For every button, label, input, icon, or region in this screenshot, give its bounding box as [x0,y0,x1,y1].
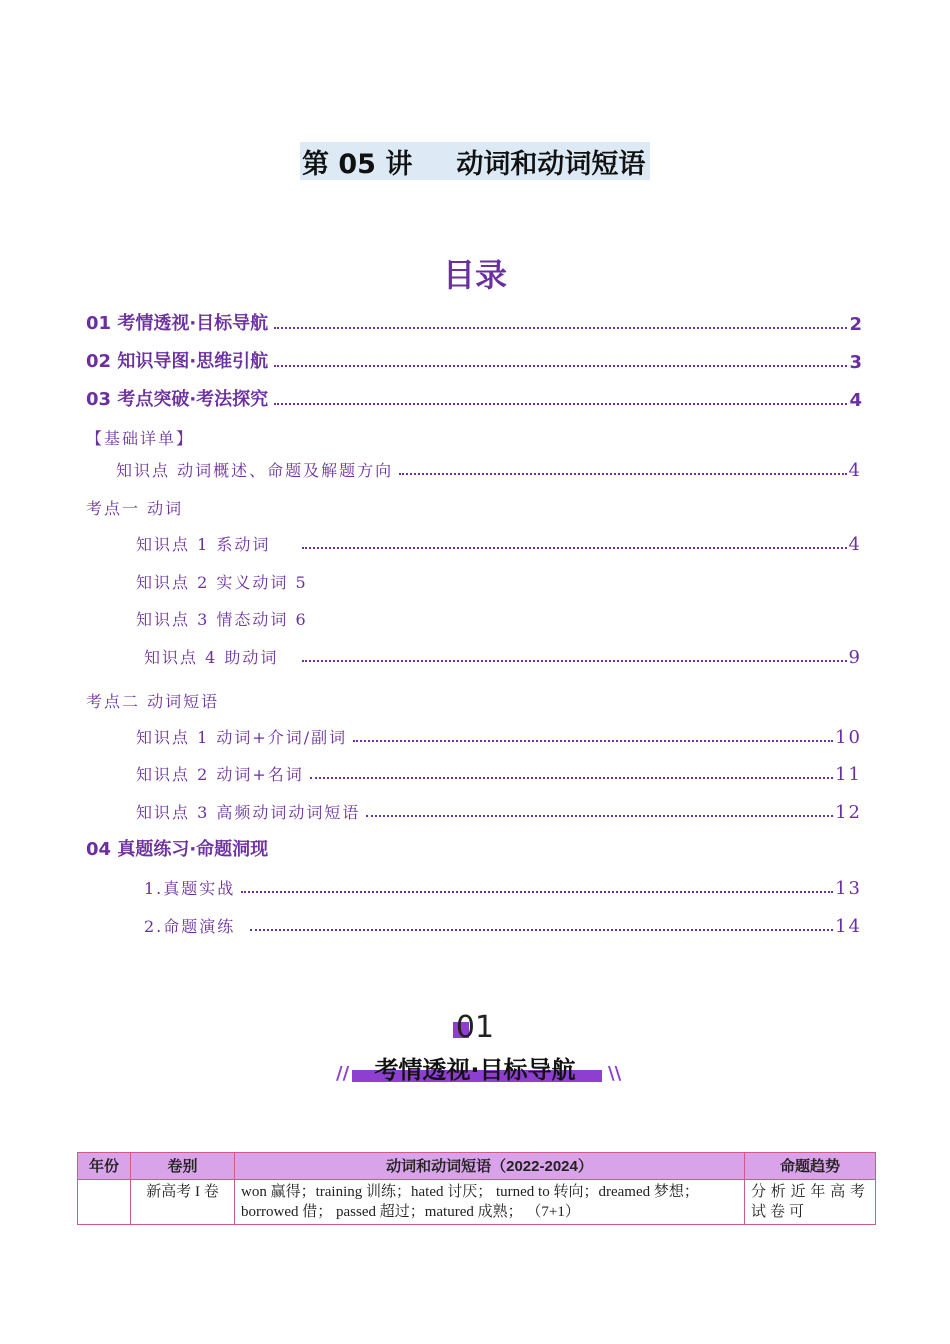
toc-leader [274,403,847,405]
toc-kp2-item-3[interactable] [136,799,862,823]
toc-entry-01[interactable] [86,311,862,335]
toc-page: 3 [849,352,862,373]
toc-kp1-item-1[interactable] [136,531,862,555]
toc-leader [274,327,847,329]
cell-words: won 赢得；training 训练；hated 讨厌； turned to 转向；dreamed 梦想；borrowed 借； passed 超过；matured 成熟； （7+1） [235,1180,745,1225]
toc-leader [353,740,833,742]
toc-entry-label: 01 考情透视·目标导航 [86,313,269,334]
toc-page: 2 [849,314,862,335]
toc-entry-basic[interactable] [116,457,862,481]
table-row [78,1180,876,1225]
toc-entry-label: 知识点 3 情态动词 6 [136,610,308,629]
exam-table [77,1152,876,1225]
toc-heading: 目录 [442,256,507,294]
slash-right-icon: \\ [608,1063,622,1084]
toc-leader [250,929,833,931]
cell-paper: 新高考 I 卷 [131,1180,235,1225]
toc-leader [366,815,833,817]
toc-kp2-item-2[interactable] [136,761,862,785]
toc-leader [241,891,833,893]
header-year: 年份 [78,1153,131,1180]
toc-entry-04[interactable] [86,837,862,861]
toc-basic-heading: 【基础详单】 [86,429,195,448]
section-number: 01 [455,1010,495,1045]
toc-kp1-item-3[interactable] [136,606,862,630]
toc-entry-label: 知识点 4 助动词 [144,648,279,667]
cell-year [78,1180,131,1225]
header-content: 动词和动词短语（2022-2024） [235,1153,745,1180]
toc-entry-label: 知识点 3 高频动词动词短语 [136,803,361,822]
toc-entry-02[interactable] [86,349,862,373]
lecture-number: 第 05 讲 [302,148,413,180]
toc-entry-label: 知识点 1 系动词 [136,535,271,554]
toc-leader [302,660,847,662]
toc-leader [302,547,847,549]
toc-page: 4 [848,534,862,555]
lecture-title [300,142,650,180]
toc-page: 10 [835,727,862,748]
toc-entry-label: 知识点 2 动词+名词 [136,765,304,784]
toc-leader [274,365,847,367]
toc-entry-label: 知识点 1 动词+介词/副词 [136,728,348,747]
toc-page: 4 [849,390,862,411]
toc-page: 9 [848,647,862,668]
toc-kp1-heading: 考点一 动词 [86,499,184,518]
toc-entry-label: 04 真题练习·命题洞现 [86,839,269,860]
toc-kp1-item-4[interactable] [144,644,862,668]
cell-trend: 分析近年高考试卷可 [745,1180,876,1225]
toc-page: 4 [848,460,862,481]
toc-entry-label: 03 考点突破·考法探究 [86,389,269,410]
toc-page: 11 [835,764,862,785]
toc-kp2-item-1[interactable] [136,724,862,748]
toc-page: 14 [835,916,862,937]
toc-page: 12 [835,802,862,823]
header-trend: 命题趋势 [745,1153,876,1180]
toc-leader [399,473,846,475]
section-01-badge [330,1008,620,1088]
toc-leader [310,777,833,779]
slash-left-icon: // [336,1063,350,1084]
toc-entry-label: 知识点 动词概述、命题及解题方向 [116,461,394,480]
toc-entry-03[interactable] [86,387,862,411]
toc-kp2-heading: 考点二 动词短语 [86,692,220,711]
toc-s04-item-2[interactable] [144,913,862,937]
section-title: 考情透视·目标导航 [374,1056,576,1084]
table-header-row [78,1153,876,1180]
toc-kp1-item-2[interactable] [136,569,862,593]
toc-entry-label: 2.命题演练 [144,917,236,936]
toc-entry-label: 02 知识导图·思维引航 [86,351,269,372]
toc-s04-item-1[interactable] [144,875,862,899]
toc-entry-label: 知识点 2 实义动词 5 [136,573,308,592]
header-paper: 卷别 [131,1153,235,1180]
toc-entry-label: 1.真题实战 [144,879,236,898]
toc-page: 13 [835,878,862,899]
lecture-name: 动词和动词短语 [456,148,646,180]
